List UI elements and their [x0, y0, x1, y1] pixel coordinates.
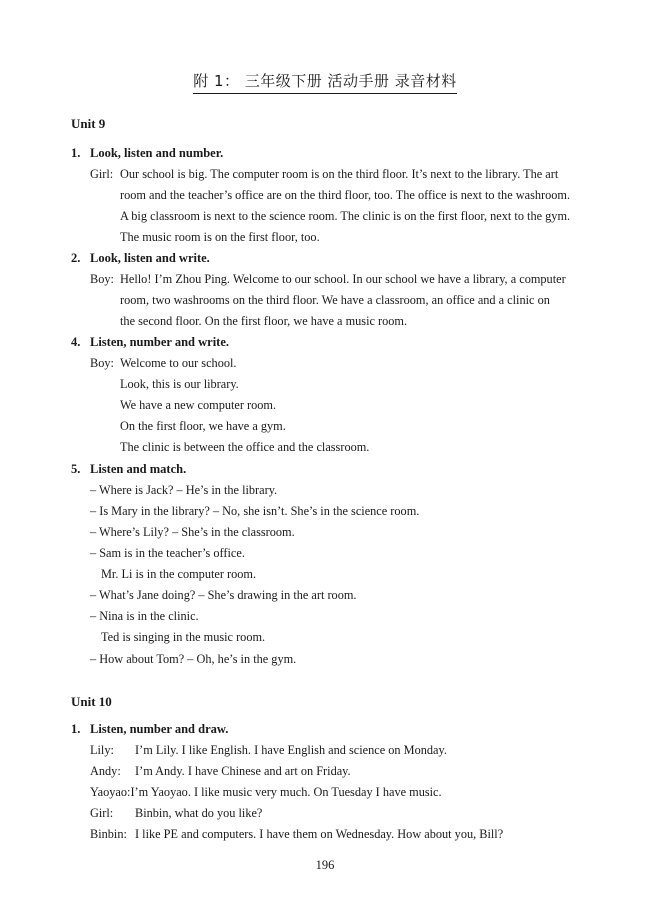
section-heading-text: Listen and match. [90, 462, 187, 476]
text-line [90, 167, 558, 182]
dialogue-line: – Sam is in the teacher’s office. [90, 546, 245, 560]
text-line [90, 743, 447, 758]
dialogue-line: Ted is singing in the music room. [101, 630, 266, 644]
text-line [90, 806, 262, 821]
speaker-label: Boy: [90, 272, 114, 286]
section-number: 4. [71, 335, 81, 349]
line-text: Binbin, what do you like? [135, 806, 263, 820]
section-number: 5. [71, 462, 81, 476]
text-line [90, 827, 503, 842]
page-title-wrap [0, 70, 650, 94]
speaker-label: Lily: [90, 743, 114, 757]
text-line: The music room is on the first floor, too. [120, 230, 320, 244]
section-heading [71, 335, 229, 350]
section-heading [71, 462, 186, 477]
text-line: room and the teacher’s office are on the third floor, too. The office is next to the washroom. [120, 188, 571, 202]
speaker-label: Girl: [90, 167, 114, 181]
dialogue-line: – Is Mary in the library? – No, she isn’t. She’s in the science room. [90, 504, 420, 518]
line-text: Our school is big. The computer room is on the third floor. It’s next to the library. The art [120, 167, 559, 181]
text-line: the second floor. On the first floor, we have a music room. [120, 314, 408, 328]
unit-title: Unit 10 [71, 694, 112, 709]
speaker-label: Yaoyao: [90, 785, 131, 799]
section-number: 1. [71, 146, 81, 160]
section-heading-text: Look, listen and number. [90, 146, 224, 160]
line-text: Hello! I’m Zhou Ping. Welcome to our school. In our school we have a library, a computer [120, 272, 566, 286]
line-text: I’m Lily. I like English. I have English and science on Monday. [135, 743, 447, 757]
section-heading [71, 146, 223, 161]
speaker-label: Binbin: [90, 827, 127, 841]
text-line: We have a new computer room. [120, 398, 277, 412]
page-number: 196 [315, 858, 335, 872]
section-number: 1. [71, 722, 81, 736]
dialogue-line: – Nina is in the clinic. [90, 609, 199, 623]
line-text: I like PE and computers. I have them on Wednesday. How about you, Bill? [135, 827, 504, 841]
text-line: Look, this is our library. [120, 377, 239, 391]
section-heading [71, 251, 210, 266]
text-line [90, 764, 351, 779]
text-line: room, two washrooms on the third floor. We have a classroom, an office and a clinic on [120, 293, 550, 307]
section-heading [71, 722, 228, 737]
section-heading-text: Look, listen and write. [90, 251, 210, 265]
dialogue-line: – What’s Jane doing? – She’s drawing in the art room. [90, 588, 357, 602]
text-line [90, 356, 236, 371]
section-heading-text: Listen, number and write. [90, 335, 230, 349]
dialogue-line: – Where’s Lily? – She’s in the classroom. [90, 525, 295, 539]
dialogue-line: – How about Tom? – Oh, he’s in the gym. [90, 652, 297, 666]
text-line: The clinic is between the office and the classroom. [120, 440, 370, 454]
text-line [90, 272, 566, 287]
speaker-label: Girl: [90, 806, 114, 820]
text-line [90, 785, 442, 800]
line-text: I’m Yaoyao. I like music very much. On Tuesday I have music. [130, 785, 442, 799]
speaker-label: Andy: [90, 764, 121, 778]
unit-title: Unit 9 [71, 116, 106, 131]
text-line: A big classroom is next to the science room. The clinic is on the first floor, next to the gym. [120, 209, 571, 223]
dialogue-line: Mr. Li is in the computer room. [101, 567, 257, 581]
dialogue-line: – Where is Jack? – He’s in the library. [90, 483, 278, 497]
line-text: Welcome to our school. [120, 356, 237, 370]
page-title: 附 1： 三年级下册 活动手册 录音材料 [193, 70, 457, 94]
speaker-label: Boy: [90, 356, 114, 370]
line-text: I’m Andy. I have Chinese and art on Friday. [135, 764, 351, 778]
text-line: On the first floor, we have a gym. [120, 419, 286, 433]
section-heading-text: Listen, number and draw. [90, 722, 229, 736]
section-number: 2. [71, 251, 81, 265]
